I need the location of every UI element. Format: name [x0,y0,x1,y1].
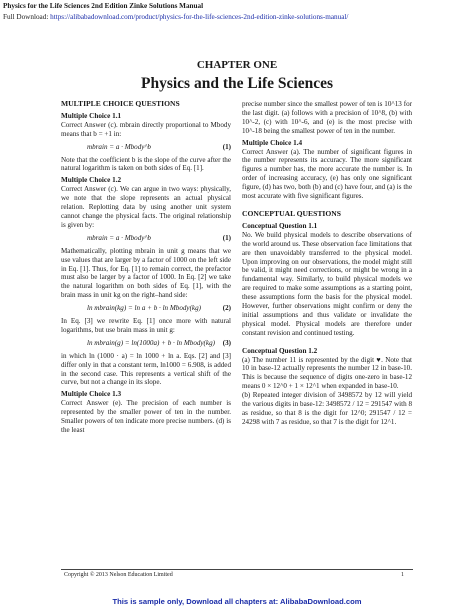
mc-1-3-continued: precise number since the smallest power of ten is 10^13 for the last digit. (a) follows with a precision of 10^8, (b) with 10^-2, (c) with 10^-6, and (e) is the most precise with 10^-18 being the smallest power of ten in the number. [242,100,412,135]
equation-1-expr: mbrain = a · Mbody^b [87,142,151,151]
mc-1-1-note: Note that the coefficient b is the slope of the curve after the natural logarithm is taken on both sides of Eq. [1]. [61,155,231,173]
chapter-number: CHAPTER ONE [196,59,278,71]
right-column [242,100,412,427]
mc-1-2-math: Mathematically, plotting mbrain in unit g means that we use values that are larger by a factor of 1000 on the left side in Eq. [1]. Thus, for Eq. [1] to remain correct, the prefactor must also be larger by a factor of 1000. In Eq. [2] we take the natural logarithm on both sides of Eq. [1], with the brain mass in unit kg on the right–hand side: [61,246,231,300]
download-line [3,12,348,22]
chapter-title: Physics and the Life Sciences [140,75,334,92]
cq-1-1-answer: No. We build physical models to describe observations of the world around us. These observation face limitations that are then unavoidably transferred to the physical model. Upon improving on our observations, the model might still be valid, it might need corrections, or might be wrong in a fundamental way. Similarly, to build physical models we are required to make some assumptions as a starting point, these assumptions form the basis for the physical model. However, further observations might confirm or deny the initial assumptions and thus validate or invalidate the physical model. Physical models are therefore under constant revision and continued testing. [242,230,412,337]
page-number: 1 [401,572,404,578]
equation-1-repeat-number: (1) [222,233,231,242]
cq-1-2-part-a: (a) The number 11 is represented by the digit ♥. Note that 10 in base-12 actually represents the number 12 in base-10. This is because the sequence of digits one-zero in base-12 means 0 × 12^0 + 1 × 12^1 when expanded in base-10. [242,355,412,391]
mc-1-4-answer: Correct Answer (a). The number of significant figures in the number represents its accuracy. The more significant figures a number has, the more accurate the number is. In order of increasing accuracy, (e) has only one significant figure, (d) has two, both (b) and (c) have four, and (a) is the most accurate with five significant figures. [242,147,412,201]
mc-1-2-heading: Multiple Choice 1.2 [61,176,122,185]
download-label: Full Download: [3,13,51,21]
mc-1-2-answer: Correct Answer (c). We can argue in two ways: physically, we note that the slope represents an actual physical relation. Replotting data by using another unit system cannot change the physical facts. The original relationship is given by: [61,185,231,229]
mc-1-1-heading: Multiple Choice 1.1 [61,111,122,120]
mc-1-4-heading: Multiple Choice 1.4 [242,138,303,147]
equation-1 [61,143,231,152]
equation-2-expr: ln mbrain(kg) = ln a + b · ln Mbody(kg) [87,304,201,313]
equation-2 [61,304,231,313]
equation-1-repeat [61,234,231,243]
cq-1-2-part-b: (b) Repeated integer division of 3498572 by 12 will yield the various digits in base-12: 3498572 / 12 = 291547 with 8 as residue, so that 8 is the digit for 12^0; 291547 / 12 = 24298 with 7 as residue, so that 7 is the digit for 12^1. [242,391,412,426]
download-link[interactable]: https://alibabadownload.com/product/physics-for-the-life-sciences-2nd-edition-zinke-solutions-manual/ [50,13,349,21]
book-title-line: Physics for the Life Sciences 2nd Edition Zinke Solutions Manual [3,2,204,10]
mc-1-2-conclusion: in which ln (1000 · a) = ln 1000 + ln a. Eqs. [2] and [3] differ only in that a constant term, ln1000 = 6.908, is added in the second case. This represents a vertical shift of the curve, but not a change in its slope. [61,351,231,387]
equation-2-number: (2) [222,304,231,313]
section-heading-conceptual: CONCEPTUAL QUESTIONS [242,208,341,218]
equation-3-number: (3) [222,338,231,347]
left-column [61,97,231,435]
footer-rule [61,569,413,570]
equation-3 [61,339,231,348]
copyright-text: Copyright © 2013 Nelson Education Limited [64,572,173,578]
mc-1-2-rewrite: In Eq. [3] we rewrite Eq. [1] once more with natural logarithms, but use brain mass in unit g: [61,317,231,334]
mc-1-3-heading: Multiple Choice 1.3 [61,390,122,399]
section-heading-multiple-choice: MULTIPLE CHOICE QUESTIONS [61,99,180,108]
equation-1-repeat-expr: mbrain = a · Mbody^b [87,233,151,242]
cq-1-2-heading: Conceptual Question 1.2 [242,346,318,355]
cq-1-1-heading: Conceptual Question 1.1 [242,221,318,230]
sample-banner[interactable]: This is sample only, Download all chapters at: AlibabaDownload.com [112,597,362,606]
mc-1-1-answer: Correct Answer (c). mbrain directly proportional to Mbody means that b = +1 in: [61,120,231,138]
mc-1-3-answer: Correct Answer (e). The precision of each number is represented by the smaller power of ten in the number. Smaller powers of ten indicate more precise numbers. (d) is the least [61,399,231,434]
equation-3-expr: ln mbrain(g) = ln(1000a) + b · ln Mbody(kg) [87,338,215,347]
equation-1-number: (1) [222,142,231,151]
